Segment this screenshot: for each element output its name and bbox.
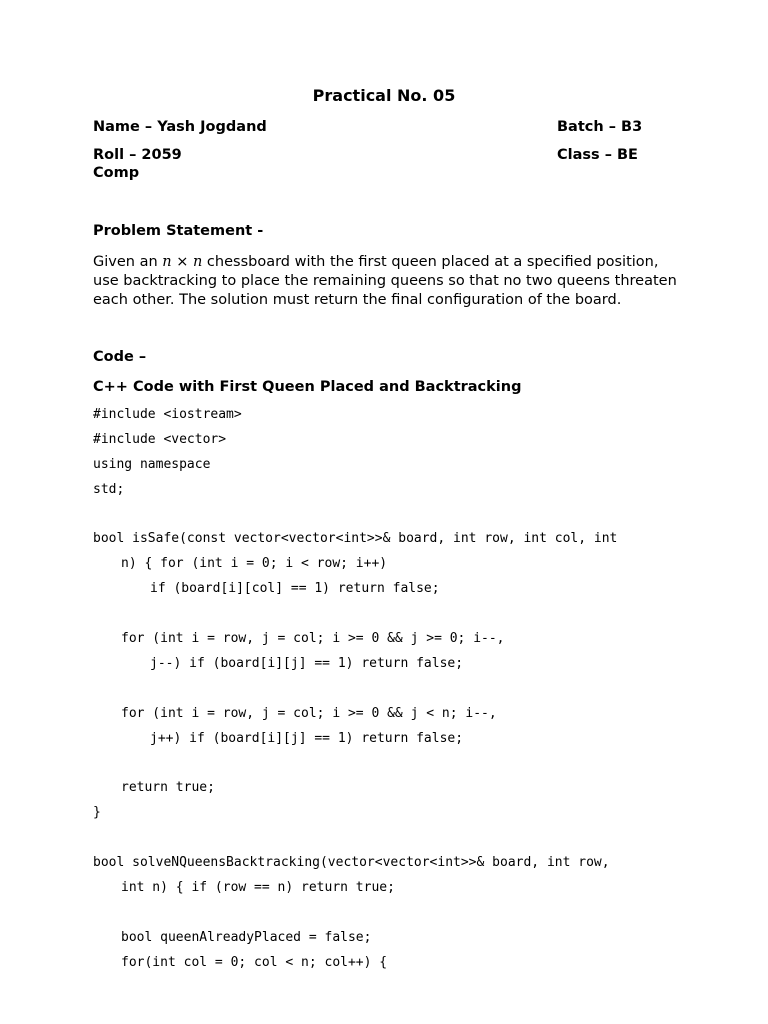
code-line: if (board[i][col] == 1) return false;	[150, 581, 440, 596]
code-line: for (int i = row, j = col; i >= 0 && j >= 0; i--,	[121, 631, 505, 646]
code-line: return true;	[121, 780, 215, 795]
code-line: for(int col = 0; col < n; col++) {	[121, 955, 388, 970]
code-line: #include <vector>	[93, 432, 227, 447]
code-heading: Code –	[93, 349, 147, 365]
code-line: bool isSafe(const vector<vector<int>>& board, int row, int col, int	[93, 531, 618, 546]
code-subheading: C++ Code with First Queen Placed and Backtracking	[93, 379, 522, 395]
class-label-wrap: Comp	[93, 165, 140, 181]
problem-text-2: chessboard with the first queen placed at a specified position, use backtracking to place the remaining queens so that no two queens threaten each other. The solution must return the final configuration of the board.	[93, 254, 677, 308]
code-line: bool queenAlreadyPlaced = false;	[121, 930, 372, 945]
times-sign: ×	[171, 254, 193, 270]
code-line: using namespace	[93, 457, 211, 472]
batch-label: Batch – B3	[557, 119, 643, 135]
class-label: Class – BE	[557, 147, 638, 163]
problem-text-1: Given an	[93, 254, 163, 270]
code-line: bool solveNQueensBacktracking(vector<vector<int>>& board, int row,	[93, 855, 610, 870]
problem-heading: Problem Statement -	[93, 223, 264, 239]
code-line: int n) { if (row == n) return true;	[121, 880, 395, 895]
code-line: j--) if (board[i][j] == 1) return false;	[150, 656, 464, 671]
code-line: }	[93, 805, 101, 820]
student-name: Name – Yash Jogdand	[93, 119, 267, 135]
code-line: std;	[93, 482, 125, 497]
n-variable: n	[162, 254, 172, 270]
code-line: n) { for (int i = 0; i < row; i++)	[121, 556, 388, 571]
roll-number: Roll – 2059	[93, 147, 182, 163]
code-line: j++) if (board[i][j] == 1) return false;	[150, 731, 464, 746]
code-line: #include <iostream>	[93, 407, 242, 422]
code-line: for (int i = row, j = col; i >= 0 && j < n; i--,	[121, 706, 497, 721]
n-variable: n	[192, 254, 203, 270]
problem-statement	[93, 253, 683, 310]
page-title: Practical No. 05	[312, 86, 456, 105]
